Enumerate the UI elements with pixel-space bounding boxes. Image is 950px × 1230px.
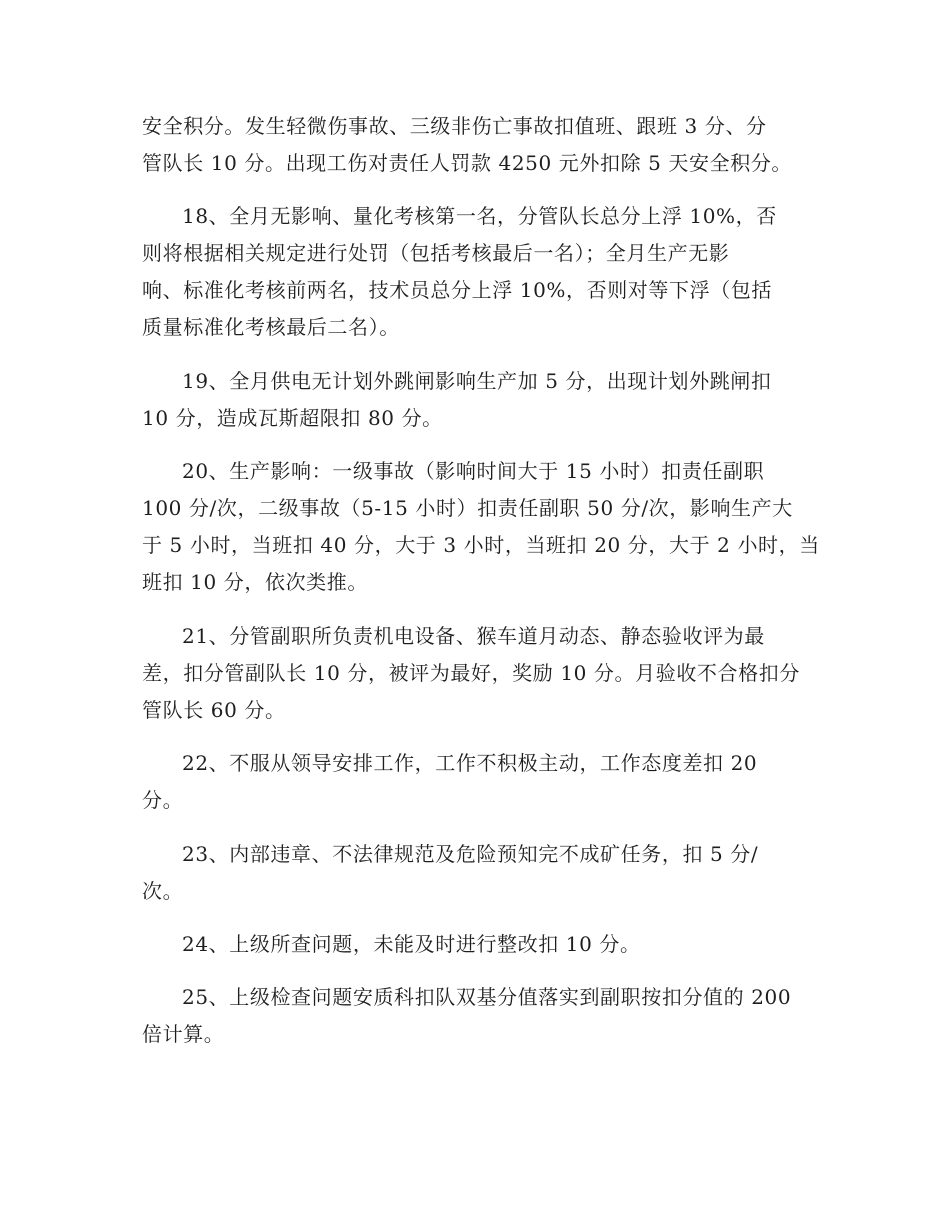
text-line: 则将根据相关规定进行处罚（包括考核最后一名）；全月生产无影 (142, 241, 730, 265)
paragraph-21-line: 21、分管副职所负责机电设备、猴车道月动态、静态验收评为最 (182, 624, 765, 648)
text-line: 安全积分。发生轻微伤事故、三级非伤亡事故扣值班、跟班 3 分、分 (142, 114, 767, 138)
paragraph-19-line: 19、全月供电无计划外跳闸影响生产加 5 分，出现计划外跳闸扣 (182, 369, 772, 393)
text-line: 倍计算。 (142, 1022, 225, 1046)
text-line: 100 分/次，二级事故（5-15 小时）扣责任副职 50 分/次，影响生产大 (142, 496, 793, 520)
text-line: 管队长 10 分。出现工伤对责任人罚款 4250 元外扣除 5 天安全积分。 (142, 151, 793, 175)
text-line: 次。 (142, 879, 184, 903)
text-line: 响、标准化考核前两名，技术员总分上浮 10%，否则对等下浮（包括 (142, 278, 773, 302)
text-line: 班扣 10 分，依次类推。 (142, 570, 368, 594)
paragraph-23-line: 23、内部违章、不法律规范及危险预知完不成矿任务，扣 5 分/ (182, 842, 759, 866)
paragraph-22-line: 22、不服从领导安排工作，工作不积极主动，工作态度差扣 20 (182, 751, 758, 775)
text-line: 差，扣分管副队长 10 分，被评为最好，奖励 10 分。月验收不合格扣分 (142, 661, 800, 685)
paragraph-25-line: 25、上级检查问题安质科扣队双基分值落实到副职按扣分值的 200 (182, 985, 792, 1009)
text-line: 质量标准化考核最后二名）。 (142, 315, 400, 339)
text-line: 分。 (142, 788, 184, 812)
text-line: 管队长 60 分。 (142, 698, 286, 722)
paragraph-24-line: 24、上级所查问题，未能及时进行整改扣 10 分。 (182, 932, 641, 956)
paragraph-20-line: 20、生产影响：一级事故（影响时间大于 15 小时）扣责任副职 (182, 459, 765, 483)
text-line: 10 分，造成瓦斯超限扣 80 分。 (142, 406, 443, 430)
paragraph-18-line: 18、全月无影响、量化考核第一名，分管队长总分上浮 10%，否 (182, 204, 777, 228)
text-line: 于 5 小时，当班扣 40 分，大于 3 小时，当班扣 20 分，大于 2 小时，当 (142, 533, 820, 557)
